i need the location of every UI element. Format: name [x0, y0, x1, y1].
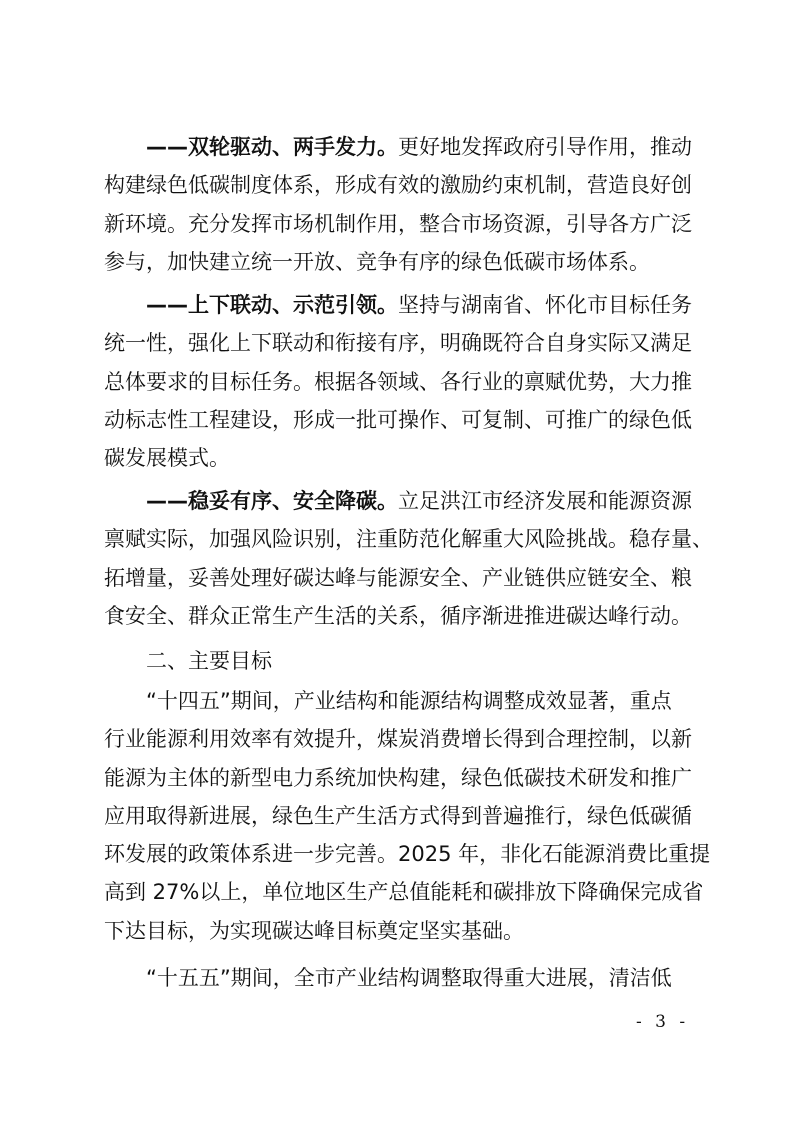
paragraph-line: “十五五”期间，全市产业结构调整取得重大进展，清洁低	[146, 966, 672, 990]
paragraph-line: 应用取得新进展，绿色生产生活方式得到普遍推行，绿色低碳循	[104, 803, 692, 828]
paragraph-line: “十四五”期间，产业结构和能源结构调整成效显著，重点	[146, 689, 672, 713]
goals-paragraph-1	[104, 682, 711, 950]
paragraph-line: 高到 27%以上，单位地区生产总值能耗和碳排放下降确保完成省	[104, 880, 704, 905]
principle-paragraph-1	[104, 128, 694, 281]
paragraph-line: 碳发展模式。	[104, 446, 230, 471]
paragraph-line: 构建绿色低碳制度体系，形成有效的激励约束机制，营造良好创	[104, 173, 692, 198]
paragraph-line: 行业能源利用效率有效提升，煤炭消费增长得到合理控制，以新	[104, 727, 692, 752]
paragraph-line: 立足洪江市经济发展和能源资源	[398, 489, 692, 513]
paragraph-line: 新环境。充分发挥市场机制作用，整合市场资源，引导各方广泛	[104, 211, 692, 236]
paragraph-line: 坚持与湖南省、怀化市目标任务	[398, 293, 692, 317]
paragraph-line: 环发展的政策体系进一步完善。2025 年，非化石能源消费比重提	[104, 842, 711, 867]
paragraph-line: 下达目标，为实现碳达峰目标奠定坚实基础。	[104, 918, 524, 943]
paragraph-line: 参与，加快建立统一开放、竞争有序的绿色低碳市场体系。	[104, 249, 650, 274]
paragraph-line: 总体要求的目标任务。根据各领域、各行业的禀赋优势，大力推	[104, 369, 692, 394]
paragraph-line: 禀赋实际，加强风险识别，注重防范化解重大风险挑战。稳存量、	[104, 527, 713, 552]
principle-lead-1: ——双轮驱动、两手发力。	[146, 135, 398, 159]
principle-paragraph-3	[104, 482, 713, 635]
paragraph-line: 更好地发挥政府引导作用，推动	[398, 135, 692, 159]
principle-paragraph-2	[104, 286, 694, 477]
section-heading: 二、主要目标	[146, 649, 272, 673]
goals-paragraph-2	[104, 959, 694, 997]
principle-lead-3: ——稳妥有序、安全降碳。	[146, 489, 398, 513]
paragraph-line: 统一性，强化上下联动和衔接有序，明确既符合自身实际又满足	[104, 331, 692, 356]
paragraph-line: 动标志性工程建设，形成一批可操作、可复制、可推广的绿色低	[104, 407, 692, 432]
page-number: - 3 -	[636, 1012, 690, 1032]
paragraph-line: 拓增量，妥善处理好碳达峰与能源安全、产业链供应链安全、粮	[104, 565, 692, 590]
paragraph-line: 能源为主体的新型电力系统加快构建，绿色低碳技术研发和推广	[104, 765, 692, 790]
paragraph-line: 食安全、群众正常生产生活的关系，循序渐进推进碳达峰行动。	[104, 603, 692, 628]
principle-lead-2: ——上下联动、示范引领。	[146, 293, 398, 317]
